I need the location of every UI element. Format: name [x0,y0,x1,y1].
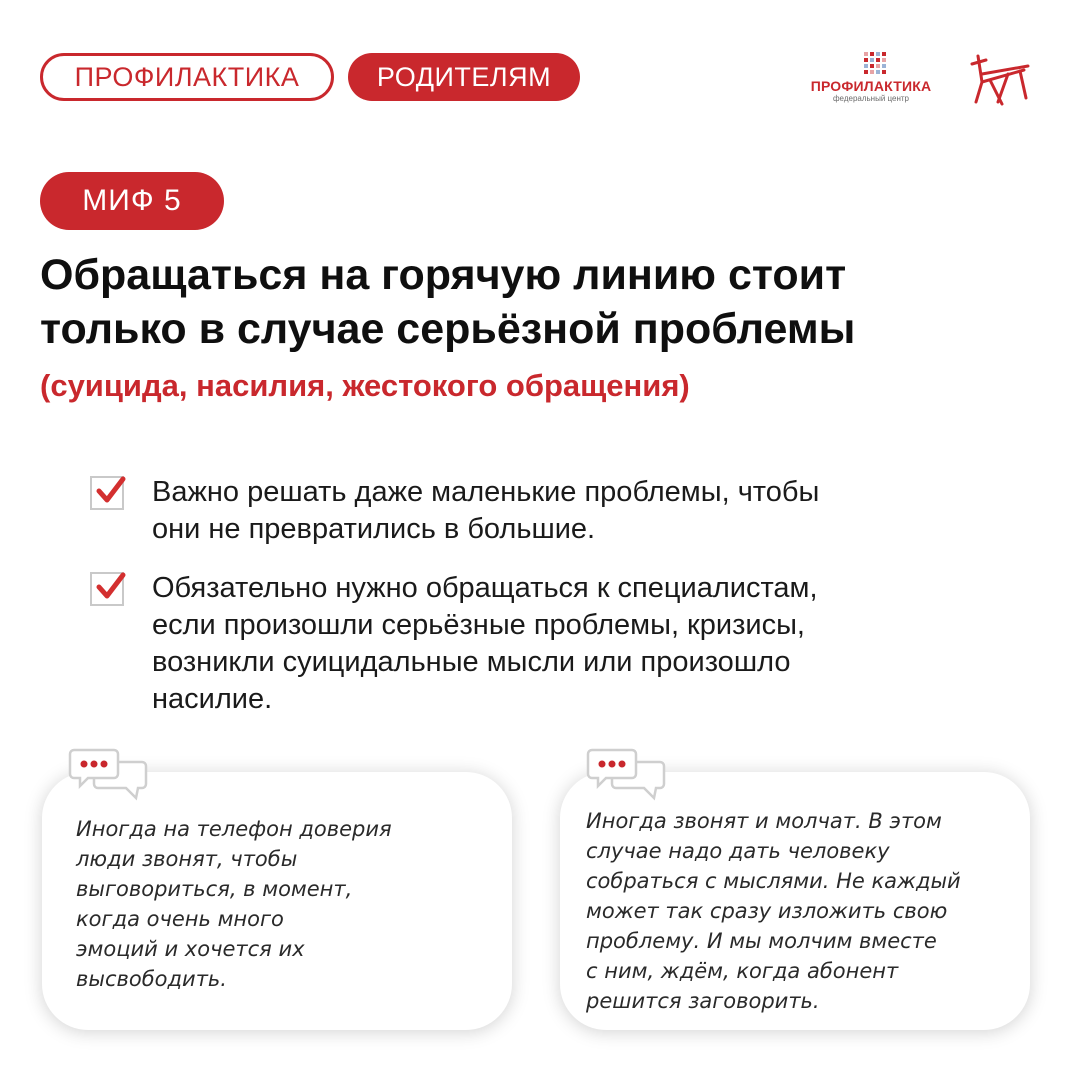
checklist-text: Обязательно нужно обращаться к специалистам, если произошли серьёзные проблемы, кризисы, возникли суицидальные мысли или произошло насилие. [152,572,818,715]
headline [40,248,1040,356]
quote-card [42,772,512,1030]
subheadline: (суицида, насилия, жестокого обращения) [40,368,690,403]
chat-bubbles-icon [68,746,148,802]
myth-badge: МИФ 5 [40,172,224,230]
checkbox [90,476,124,510]
headline-line-1: Обращаться на горячую линию стоит [40,251,847,299]
checkbox [90,572,124,606]
chat-bubbles-icon [586,746,666,802]
tag-prevention: ПРОФИЛАКТИКА [40,53,334,101]
quote-text: Иногда звонят и молчат. В этом случае надо дать человеку собраться с мыслями. Не каждый может так сразу изложить свою проблему. И мы молчим вместе с ним, ждём, когда абонент решится заговорить. [586,809,961,1013]
chair-icon [968,52,1032,106]
logo-subtitle: федеральный центр [832,94,910,103]
checkmark-icon [94,570,128,604]
quote-text: Иногда на телефон доверия люди звонят, чтобы выговориться, в момент, когда очень много эмоций и хочется их высвободить. [76,817,392,991]
logo-title: ПРОФИЛАКТИКА [810,78,932,94]
tag-parents: РОДИТЕЛЯМ [348,53,580,101]
prevention-center-logo [810,52,932,104]
headline-line-2: только в случае серьёзной проблемы [40,305,856,353]
logo-grid-icon [864,52,886,74]
checklist-text: Важно решать даже маленькие проблемы, чтобы они не превратились в большие. [152,476,820,545]
quote-card [560,772,1030,1030]
checkmark-icon [94,474,128,508]
